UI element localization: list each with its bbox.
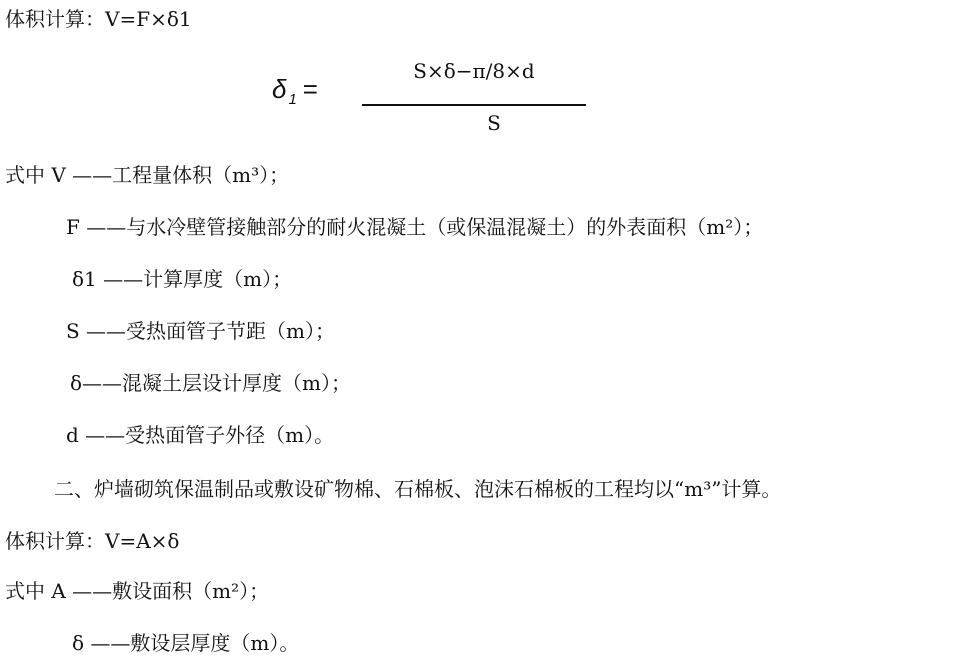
formula-fraction-bar [362, 104, 586, 106]
formula-delta-subscript: 1 [288, 91, 297, 108]
definition-s: S ——受热面管子节距（m）； [66, 319, 336, 343]
volume-formula-line-2: 体积计算：V=A×δ [5, 529, 180, 553]
volume-formula-line-1: 体积计算：V=F×δ1 [5, 7, 192, 31]
definition-f: F ——与水冷壁管接触部分的耐火混凝土（或保温混凝土）的外表面积（m²）； [66, 215, 764, 239]
formula-denominator: S [487, 111, 501, 135]
formula-lhs [272, 74, 318, 115]
definition-d: d ——受热面管子外径（m）。 [66, 423, 335, 447]
formula-delta-symbol: δ [272, 74, 287, 104]
definition-delta-layer: δ ——敷设层厚度（m）。 [72, 631, 300, 655]
definition-v: 式中 V ——工程量体积（m³）； [5, 163, 290, 187]
section-2-paragraph: 二、炉墙砌筑保温制品或敷设矿物棉、石棉板、泡沫石棉板的工程均以“m³”计算。 [54, 477, 782, 501]
formula-numerator: S×δ−π/8×d [413, 59, 535, 83]
definition-a: 式中 A ——敷设面积（m²）； [5, 579, 270, 603]
definition-delta: δ——混凝土层设计厚度（m）； [70, 371, 352, 395]
definition-delta1: δ1 ——计算厚度（m）； [72, 267, 293, 291]
formula-equals: = [302, 74, 318, 104]
